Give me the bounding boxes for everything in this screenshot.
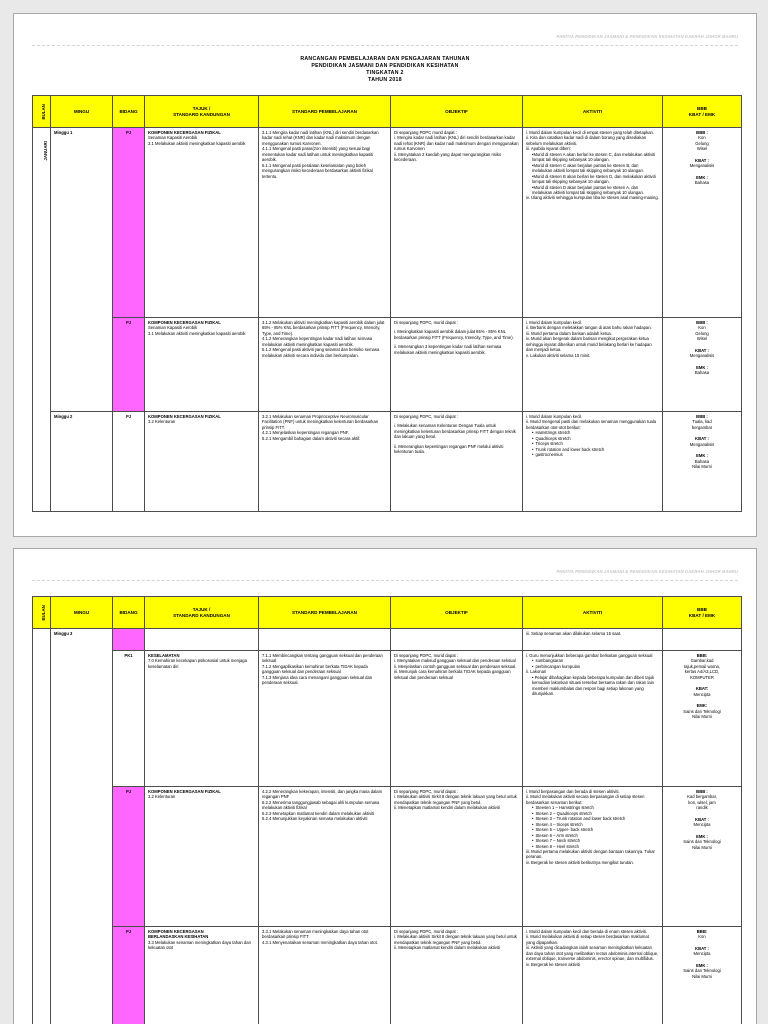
standard-pembelajaran-cell: 3.1.1 Mengira kadar nadi latihan (KNL) diri sendiri berdasarkan kadar nadi rehat (KNR) dan kadar nadi maksimum dengan menggunakan rumus Karvonen. 4.1.1 Mengenal pasti paras(zon intensiti) yang sesuai bagi menentukan kadar nadi latihan untuk meningkatkan kapasiti aerobik. 5.1.1 Mengenal pasti peralatan keselamatan yang boleh mengurangkan risiko kecederaan berdasarkan aktiviti fizikal tertentu. [259, 128, 391, 318]
bbb-cell: BBB: Gambar,kad tajuk,pemail warna, kertas A4/A3,LCD, KOMPUTER KBAT: Mencipta EMK: Sains dan Teknologi Nilai Murni [663, 651, 742, 787]
table-header-row [33, 96, 742, 128]
col-header-standard-pembelajaran: STANDARD PEMBELAJARAN [259, 597, 391, 629]
standard-pembelajaran-cell [259, 629, 391, 651]
list-item: • Hamstrings stretch [532, 430, 659, 435]
objektif-cell: Di sepanjang PDPC, murid dapat : i. Melakukan aktiviti Sirkit 8 dengan teknik lakuan yang betul untuk mendapatkan teknik regangan PNF yang betul. ii. Menetapkan matlamat kendiri dalam melakukan aktiviti [391, 927, 523, 1024]
list-item: • Stesen 4 – triceps stretch [532, 822, 659, 827]
week-cell: Minggu 3 [51, 629, 113, 1024]
col-header-aktiviti: AKTIVITI [523, 597, 663, 629]
header-rule [32, 580, 738, 581]
standard-pembelajaran-cell: 7.1.1 Membincangkan tentang gangguan seksual dan penderaan seksual 7.1.2 Mengaplikasikan kemahiran berkata TIDAK kepada gangguan seksual dan penderaan seksual 7.1.3 Menjana idea cara menangani gangguan seksual dan penderaan seksual. [259, 651, 391, 787]
aktiviti-cell: iii. Setiap senaman akan dilakukan selama 15 saat. [523, 629, 663, 651]
list-item: • Stesen 3 – Trunk rotation and lower back stretch [532, 816, 659, 821]
tajuk-cell: KOMPONEN KECERGASAN FIZIKAL 3.2 Kelenturan [145, 787, 259, 927]
tajuk-cell [145, 629, 259, 651]
objektif-cell: Di sepanjang PDPC, murid dapat : i. Meningkatkan kapasiti aerobik dalam julat 65% - 85% KNL berdasarkan prinsip FITT (Frequency, Intencity, Type, and Time). ii. Menerangkan 3 kepentingan kadar nadi latihan semasa melakukan aktiviti meningkatkan kapasiti aerobik. [391, 318, 523, 412]
tajuk-cell: KOMPONEN KECERGASAN FIZIKAL Senaman Kapasiti Aerobik 3.1 Melakukan aktiviti meningkatkan kapasiti aerobik [145, 318, 259, 412]
bidang-cell: PK1 [113, 651, 145, 787]
list-item: • Quadriceps stretch [532, 436, 659, 441]
table-row [33, 128, 742, 318]
bbb-cell: BBB : Kon Gelung Wisel KBAT : Menganalisis EMK : Bahasa [663, 128, 742, 318]
list-item: • Stesen 5 – Upper- back stretch [532, 827, 659, 832]
col-header-tajuk: TAJUK / STANDARD KANDUNGAN [145, 597, 259, 629]
table-header-row [33, 597, 742, 629]
bbb-cell: BBB : Kad bergambar, kon, wisel, jam randik KBAT : Mencipta EMK : Sains dan Teknologi Nilai Murni [663, 787, 742, 927]
title-line: TINGKATAN 2 [366, 69, 404, 76]
bidang-cell: PJ [113, 128, 145, 318]
standard-pembelajaran-cell: 4.2.2 Menerangkan kekerapan, intensiti, dan jangka masa dalam regangan PNF 5.2.2 Menerima tanggungjawab sebagai ahli kumpulan semasa melakukan aktiviti fizikal 5.2.3 Menetapkan matlamat kendiri dalam melakukan aktiviti 5.2.4 Menunjukkan keyakinan semasa melakukan aktiviti [259, 787, 391, 927]
col-header-objektif: OBJEKTIF [391, 597, 523, 629]
aktiviti-cell: i. Murid dalam kumpulan kecil. ii. Murid mengenal pasti dan melakukan senaman menggunakan tuala berdasarkan otot-otot berikut; • Hamstrings stretch • Quadriceps stretch • Triceps stretch • Trunk rotation and lower back stretch • gastrocnemius [523, 412, 663, 512]
standard-pembelajaran-cell: 3.1.2 Melakukan aktiviti meningkatkan kapasiti aerobik dalam julat 65% - 85% KNL berdasarkan prinsip FITT (Frequency, Intencity, Type, and Time). 4.1.2 Menerangkan kepentingan kadar nadi latihan semasa melakukan aktiviti meningkatkan kapasiti aerobik. 5.1.2 Mengenal pasti aktiviti yang selamat dan berisiko semasa melakukan aktiviti secara individu dan berkumpulan. [259, 318, 391, 412]
document-title-block [14, 56, 756, 83]
objektif-cell: Di sepanjang PDPC, murid dapat : i. Melakukan senaman Kelenturan Dengan Tuala untuk meningkatkan kelenturan berdasarkan prinsip FITT dengan teknik dan lakuan yang betul. ii. Menerangkan kepentingan regangan PNF melalui aktiviti kelenturan tuala. [391, 412, 523, 512]
col-header-objektif: OBJEKTIF [391, 96, 523, 128]
col-header-bulan: BULAN [33, 597, 51, 629]
tajuk-cell: KESELAMATAN 7.0 Kemahiran kecekapan psikososial untuk menjaga keselamatan diri [145, 651, 259, 787]
month-cell: JANUARI [33, 128, 51, 512]
table-row [33, 927, 742, 1024]
objektif-cell: Di sepanjang PDPC murid dapat : i. Mengira kadar nadi latihan (KNL) diri sendiri berdasarkan kadar nadi rehat (KNR) dan kadar nadi maksimum dengan menggunakan rumus Karvonen ii. Menyatakan 2 kaedah yang dapat mengurangkan risiko kecederaan. [391, 128, 523, 318]
list-item: • Steesen 1 – Hamstrings stretch [532, 805, 659, 810]
objektif-cell: Di sepanjang PDPC, murid dapat : i. Melakukan aktiviti Sirkit 8 dengan teknik lakuan yang betul untuk mendapatkan teknik regangan PNF yang betul. ii. Menetapkan matlamat kendiri dalam melakukan aktiviti [391, 787, 523, 927]
page-header: PANITIA PENDIDIKAN JASMANI & PENDIDIKAN KESIHATAN DAERAH JOHOR BAHRU [556, 34, 738, 39]
title-line: PENDIDIKAN JASMANI DAN PENDIDIKAN KESIHATAN [311, 62, 459, 69]
objektif-cell [391, 629, 523, 651]
aktiviti-cell: i. Murid dalam kumpulan kecil. ii. Berbaris dengan meletakkan tangan di atas bahu rakan hadapan. iii. Murid pertama dalam barisan adalah ketua. iv. Murid akan bergerak dalam barisan mengikut pergerakan ketua sehingga isyarat diberikan untuk murid belakang berlari ke hadapan dan menjadi ketua. v. Lakukan aktiviti selama 10 minit. [523, 318, 663, 412]
week-cell: Minggu 1 [51, 128, 113, 412]
list-item: • sumbangsaran [532, 658, 659, 663]
list-item: • Trunk rotation and lower back stretch [532, 447, 659, 452]
lesson-plan-table [32, 95, 742, 512]
bbb-cell: BBB : Tuala, kad bergambar KBAT : Menganalisis EMK : Bahasa Nilai Murni [663, 412, 742, 512]
bbb-cell: BBB: Kon KBAT : Mencipta EMK : Sains dan Teknologi Nilai Murni [663, 927, 742, 1024]
list-item: • Stesen 8 – Heel stretch [532, 844, 659, 849]
col-header-bidang: BIDANG [113, 597, 145, 629]
table-row [33, 318, 742, 412]
col-header-bbb: BBB KBAT / EMK [663, 96, 742, 128]
aktiviti-cell: i. Murid dalam kumpulan kecil dan berada di enam stesen aktiviti. ii. Murid melakukan aktiviti di setiap stesen berdasarkan maklumat yang dipaparkan. iii. Aktiviti yang dicadangkan ialah senaman meningkatkan kekuatan dan daya tahan otot yang melibatkan rectus abdominis,internal oblique, external oblique, tranverse abdominis, erector spinae, dan multifidus. iv. Bergerak ke stesen aktiviti [523, 927, 663, 1024]
tajuk-cell: KOMPONEN KECERGASAN BERLANDASKAN KESIHATAN 3.3 Melakukan senaman meningkatkan daya tahan dan kekuatan otot [145, 927, 259, 1024]
table-row [33, 651, 742, 787]
standard-pembelajaran-cell: 3.2.1 Melakukan senaman Proprioceptive Neuromuscular Facilitation (PNF) untuk meningkatkan kelenturan berdasarkan prinsip FITT. 4.2.1 Menjelaskan kepentingan regangan PNF. 5.2.1 Mengambil bahagian dalam aktiviti secara aktif. [259, 412, 391, 512]
list-item: • Stesen 7 – Neck stretch [532, 838, 659, 843]
standard-pembelajaran-cell: 3.3.1 Melakukan senaman meningkatkan daya tahan otot berdasarkan prinsip FITT 4.3.1 Menyenaraikan senaman meningkatkan daya tahan otot. [259, 927, 391, 1024]
week-cell: Minggu 2 [51, 412, 113, 512]
col-header-minggu: MINGU [51, 597, 113, 629]
col-header-minggu: MINGU [51, 96, 113, 128]
bidang-cell: PJ [113, 412, 145, 512]
col-header-bulan: BULAN [33, 96, 51, 128]
col-header-bbb: BBB KBAT / EMK [663, 597, 742, 629]
list-item: • Stesen 6 – Arm stretch [532, 833, 659, 838]
list-item: • gastrocnemius [532, 452, 659, 457]
col-header-bidang: BIDANG [113, 96, 145, 128]
bidang-cell [113, 629, 145, 651]
aktiviti-cell: i. Murid dalam kumpulan kecil di empat stesen yang telah ditetapkan. ii. Kira dan catatkan kadar nadi di dalam borang yang disediakan sebelum melakukan aktiviti. iii. Apabila isyarat diberi: •Murid di stesen A akan berlari ke stesen C, dan melakukan aktiviti lompat tali skipping sebanyak 10 ulangan. •Murid di stesen C akan berjalan pantas ke stesen B, dan melakukan aktiviti lompat tali skipping sebanyak 10 ulangan. •Murid di stesen B akan berlari ke stesen D, dan melakukan aktiviti lompat tali skipping sebanyak 10 ulangan. •Murid di stesen D akan berjalan pantas ke stesen A, dan melakukan aktiviti lompat tali skipping sebanyak 10 ulangan. iv. Ulang aktiviti sehingga kumpulan tiba ke stesen asal masing-masing. [523, 128, 663, 318]
header-rule [32, 45, 738, 46]
table-row [33, 629, 742, 651]
bidang-cell: PJ [113, 927, 145, 1024]
aktiviti-cell: i. Murid berpasangan dan berada di stesen aktiviti. ii. Murid melakukan aktiviti secara berpasangan di setiap stesen berdasarkan senaman berikut: • Steesen 1 – Hamstrings stretch • Stesen 2 – Quadriceps stretch • Stesen 3 – Trunk rotation and lower back stretch • Stesen 4 – triceps stretch • Stesen 5 – Upper- back stretch • Stesen 6 – Arm stretch • Stesen 7 – Neck stretch • Stesen 8 – Heel stretch iii. Murid pertama melakukan aktiviti dengan bantuan rakannya. Tukar peranan. iv. Bergerak ke stesen aktiviti berikutnya mengikut turutan. [523, 787, 663, 927]
aktiviti-cell: i. Guru menunjukkan beberapa gambar berkaitan gangguan seksual • sumbangsaran • perbincangan kumpulan ii. Lakonan • Pelajar dibahagikan kepada beberapa kumpulan dan diberi tajuk kemudian lakonkan situasi tersebut bersama rakan dan rakan lain memberi maklumbalas dan respon bagi setiap lakonan yang ditunjukkan. [523, 651, 663, 787]
list-item: • perbincangan kumpulan [532, 664, 659, 669]
bbb-cell [663, 629, 742, 651]
list-item: • Triceps stretch [532, 441, 659, 446]
title-line: TAHUN 2018 [368, 76, 402, 83]
tajuk-cell: KOMPONEN KECERGASAN FIZIKAL 3.2 Kelenturan [145, 412, 259, 512]
document-page-1 [13, 13, 757, 537]
bbb-cell: BBB : Kon Gelung Wisel KBAT : Menganalisis EMK : Bahasa [663, 318, 742, 412]
objektif-cell: Di sepanjang PDPC, murid dapat : i. Menyatakan maksud gangguan seksual dan penderaan seksual ii. Menjelaskan contoh gangguan seksual dan penderaan seksual. iii. Menunjuk cara kemahiran berkata TIDAK kepada gangguan seksual dan penderaan seksual [391, 651, 523, 787]
col-header-standard-pembelajaran: STANDARD PEMBELAJARAN [259, 96, 391, 128]
title-line: RANCANGAN PEMBELAJARAN DAN PENGAJARAN TAHUNAN [300, 56, 470, 62]
bidang-cell: PJ [113, 787, 145, 927]
document-page-2 [13, 548, 757, 1024]
col-header-tajuk: TAJUK / STANDARD KANDUNGAN [145, 96, 259, 128]
bidang-cell: PJ [113, 318, 145, 412]
tajuk-cell: KOMPONEN KECERGASAN FIZIKAL Senaman Kapasiti Aerobik 3.1 Melakukan aktiviti meningkatkan kapasiti aerobik [145, 128, 259, 318]
col-header-aktiviti: AKTIVITI [523, 96, 663, 128]
table-row [33, 787, 742, 927]
table-row [33, 412, 742, 512]
month-cell [33, 629, 51, 1024]
list-item: • Stesen 2 – Quadriceps stretch [532, 811, 659, 816]
lesson-plan-table [32, 596, 742, 1024]
page-header: PANITIA PENDIDIKAN JASMANI & PENDIDIKAN KESIHATAN DAERAH JOHOR BAHRU [556, 569, 738, 574]
